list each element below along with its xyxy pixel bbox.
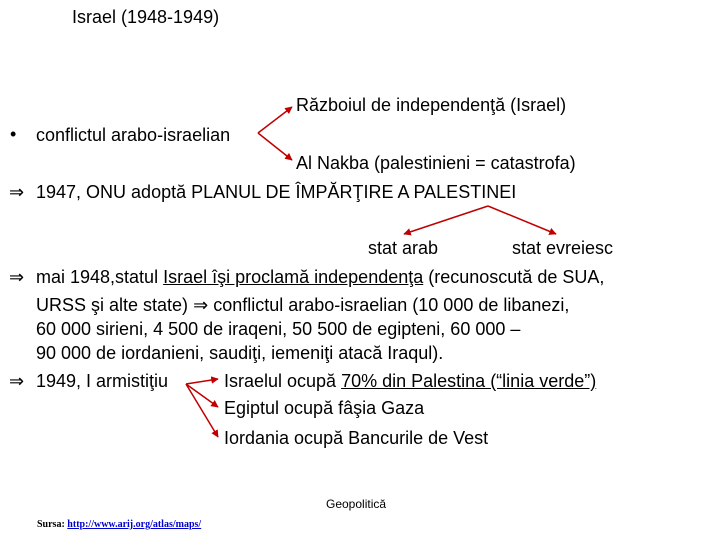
bullet-icon: • <box>10 124 17 144</box>
israel-occupies-text: Israelul ocupă <box>224 371 337 391</box>
arrow-to-nakba <box>258 133 292 160</box>
participants-line-2: 90 000 de iordanieni, saudiţi, iemeniţi atacă Iraqul). <box>36 343 444 363</box>
arrow-to-war-of-independence <box>258 107 292 133</box>
arrow-to-israel-occupies <box>186 379 218 384</box>
nakba-label: Al Nakba (palestinieni = catastrofa) <box>296 153 576 173</box>
implies-arrow-icon: ⇒ <box>9 267 25 287</box>
implies-arrow-icon: ⇒ <box>9 182 25 202</box>
geopolitica-label: Geopolitică <box>326 497 387 511</box>
conflict-label: conflictul arabo-israelian <box>36 125 231 145</box>
egypt-occupies-gaza: Egiptul ocupă fâşia Gaza <box>224 398 425 418</box>
page-title: Israel (1948-1949) <box>72 7 220 27</box>
participants-line-1: 60 000 sirieni, 4 500 de iraqeni, 50 500 de egipteni, 60 000 – <box>36 319 521 339</box>
stat-evreiesc-label: stat evreiesc <box>512 238 614 258</box>
armistice-label: 1949, I armistiţiu <box>36 371 169 391</box>
stat-arab-label: stat arab <box>368 238 439 258</box>
arrow-to-jordan-occupies <box>186 384 218 437</box>
war-of-independence-label: Războiul de independenţă (Israel) <box>296 95 567 115</box>
arrow-to-stat-evreiesc <box>488 206 556 234</box>
green-line-text: 70% din Palestina (“linia verde”) <box>341 371 597 391</box>
implies-arrow-icon: ⇒ <box>193 295 209 315</box>
conflict-participants-text: conflictul arabo-israelian (10 000 de libanezi, <box>213 295 570 315</box>
arrow-to-egypt-occupies <box>186 384 218 407</box>
source-label: Sursa: <box>37 519 65 530</box>
jordan-occupies-west-bank: Iordania ocupă Bancurile de Vest <box>224 428 489 448</box>
urss-text: URSS şi alte state) <box>36 295 189 315</box>
arrow-to-stat-arab <box>404 206 488 234</box>
implies-arrow-icon: ⇒ <box>9 371 25 391</box>
may-1948-text: mai 1948,statul <box>36 267 159 287</box>
source-link[interactable]: http://www.arij.org/atlas/maps/ <box>67 519 202 530</box>
onu-partition-plan: 1947, ONU adoptă PLANUL DE ÎMPĂRŢIRE A PALESTINEI <box>36 182 517 202</box>
independence-proclamation: Israel îşi proclamă independenţa <box>163 267 424 287</box>
recognition-text: (recunoscută de SUA, <box>428 267 605 287</box>
